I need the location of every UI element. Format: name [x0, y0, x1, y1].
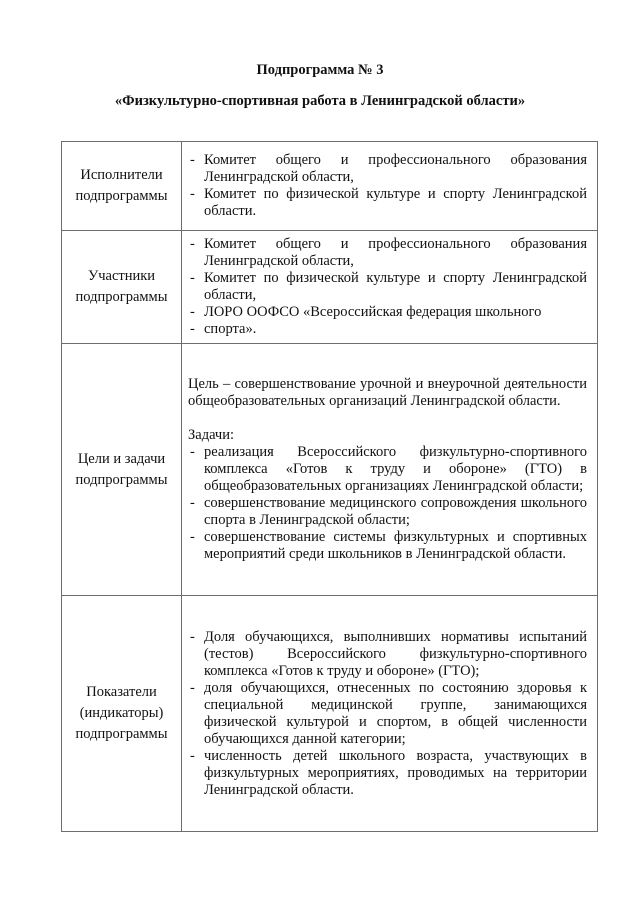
row-label-indicators [62, 596, 182, 832]
list-item: - Комитет по физической культуре и спорту Ленинградской области. [188, 186, 587, 220]
table-row-participants [62, 231, 598, 344]
row-label-participants [62, 231, 182, 344]
list-item: - Комитет общего и профессионального образования Ленинградской области, [188, 152, 587, 186]
table-row-executors [62, 142, 598, 231]
row-label-goals [62, 344, 182, 596]
list-item: - совершенствование системы физкультурных и спортивных мероприятий среди школьников в Ленинградской области. [188, 529, 587, 563]
row-label-line: подпрограммы [75, 289, 168, 305]
goal-text: Цель – совершенствование урочной и внеурочной деятельности общеобразовательных организаций Ленинградской области. [188, 376, 587, 409]
row-content-goals [182, 344, 598, 596]
list-item: - Комитет по физической культуре и спорту Ленинградской области, [188, 270, 587, 304]
list-item: - совершенствование медицинского сопровождения школьного спорта в Ленинградской области; [188, 495, 587, 529]
row-label-line: подпрограммы [75, 188, 168, 204]
table-row-goals [62, 344, 598, 596]
row-label-line: Участники [87, 268, 156, 284]
list-item: - Доля обучающихся, выполнивших нормативы испытаний (тестов) Всероссийского физкультурно-спортивного комплекса «Готов к труду и обороне» (ГТО); [188, 629, 587, 680]
participants-list [188, 236, 587, 338]
executors-list [188, 152, 587, 220]
list-item: - спорта». [188, 321, 587, 338]
row-content-executors [182, 142, 598, 231]
row-content-indicators [182, 596, 598, 832]
row-label-line: подпрограммы [75, 726, 168, 742]
row-label-line: подпрограммы [75, 471, 168, 488]
list-item: - доля обучающихся, отнесенных по состоянию здоровья к специальной медицинской группе, занимающихся физической культурой и спортом, в общей численности обучающихся данной категории; [188, 680, 587, 748]
row-label-executors [62, 142, 182, 231]
page-title: Подпрограмма № 3 [256, 62, 384, 78]
tasks-list [188, 444, 587, 563]
page-subtitle: «Физкультурно-спортивная работа в Ленинградской области» [114, 93, 526, 109]
row-label-line: (индикаторы) [79, 705, 164, 721]
subprogram-table [61, 141, 598, 832]
list-item: - Комитет общего и профессионального образования Ленинградской области, [188, 236, 587, 270]
indicators-list [188, 629, 587, 799]
list-item: - реализация Всероссийского физкультурно-спортивного комплекса «Готов к труду и обороне» (ГТО) в общеобразовательных организациях Ленинградской области; [188, 444, 587, 495]
tasks-heading: Задачи: [188, 427, 235, 443]
table-row-indicators [62, 596, 598, 832]
row-label-line: Цели и задачи [77, 450, 166, 467]
row-label-line: Исполнители [80, 167, 163, 183]
list-item: - ЛОРО ООФСО «Всероссийская федерация школьного [188, 304, 587, 321]
list-item: - численность детей школьного возраста, участвующих в физкультурных мероприятиях, проводимых на территории Ленинградской области. [188, 748, 587, 799]
row-content-participants [182, 231, 598, 344]
row-label-line: Показатели [86, 684, 157, 700]
